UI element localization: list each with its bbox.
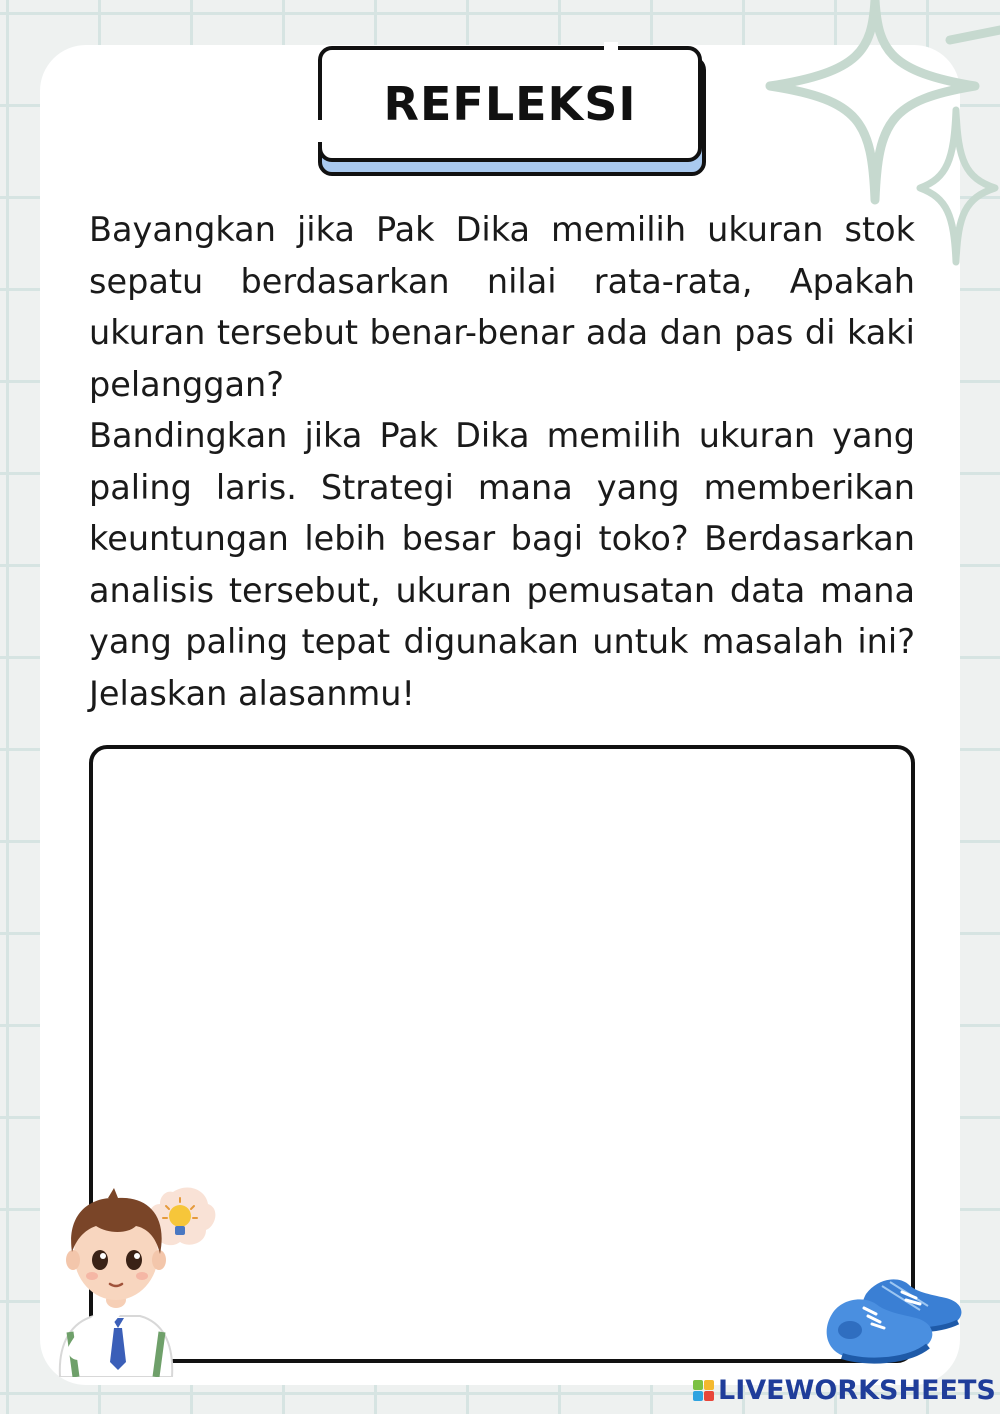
title-box [318,46,702,172]
title-frame [318,46,702,162]
title-frame-gap [314,120,322,142]
question-paragraph-2: Bandingkan jika Pak Dika memilih ukuran yang paling laris. Strategi mana yang memberikan keuntungan lebih besar bagi toko? Berdasarkan analisis tersebut, ukuran pemusatan data mana yang paling tepat digunakan untuk masalah ini? Jelaskan alasanmu! [89,416,915,713]
sneakers-icon [820,1270,970,1375]
title-frame-gap [378,150,388,158]
brand-name: LIVEWORKSHEETS [718,1374,996,1406]
question-paragraph-1: Bayangkan jika Pak Dika memilih ukuran stok sepatu berdasarkan nilai rata-rata, Apakah ukuran tersebut benar-benar ada dan pas di kaki pelanggan? [89,210,915,404]
title-frame-gap [604,42,618,50]
thinking-boy-icon [48,1182,218,1377]
page-title: REFLEKSI [383,77,637,131]
liveworksheets-logo [693,1372,996,1408]
liveworksheets-logo-icon [693,1380,714,1401]
reflection-question [89,204,915,719]
